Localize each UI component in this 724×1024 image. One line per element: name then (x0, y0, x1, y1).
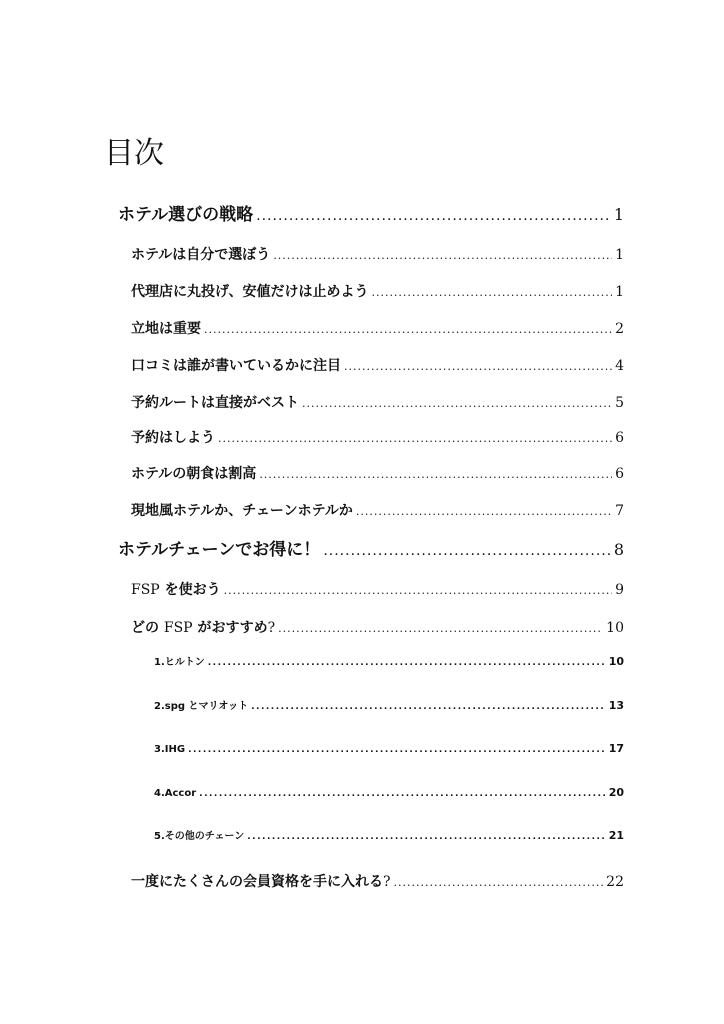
toc-entry[interactable] (131, 578, 624, 603)
toc-page-number: 22 (606, 874, 624, 890)
toc-entry-label: 5.その他のチェーン (154, 831, 245, 842)
toc-entry[interactable] (131, 354, 624, 379)
toc-entry-label: 3.IHG (154, 744, 186, 755)
toc-dot-leader (371, 281, 612, 305)
toc-entry[interactable] (154, 737, 624, 762)
toc-dot-leader (259, 463, 612, 487)
toc-page-number: 1 (615, 284, 624, 300)
toc-entry-label: ホテルの朝食は割高 (131, 466, 257, 482)
toc-dot-leader (224, 579, 612, 603)
toc-entry[interactable] (154, 824, 624, 849)
toc-dot-leader (188, 738, 606, 762)
toc-entry[interactable] (131, 426, 624, 451)
toc-page-number: 8 (613, 540, 624, 559)
toc-entry-label-fsp: FSP (163, 620, 193, 636)
toc-page-number: 21 (608, 829, 624, 842)
toc-entry[interactable] (131, 499, 624, 524)
toc-entry[interactable] (131, 243, 624, 268)
toc-dot-leader (344, 355, 612, 379)
toc-page-number: 2 (615, 321, 624, 337)
toc-dot-leader (199, 782, 606, 806)
toc-entry-label-rest: がおすすめ (192, 620, 268, 636)
toc-entry[interactable] (131, 870, 624, 895)
toc-page-number: 4 (615, 358, 624, 374)
toc-entry[interactable] (131, 317, 624, 342)
toc-entry[interactable] (118, 203, 624, 228)
toc-page-number: 1 (615, 247, 624, 263)
toc-entry-label-question: ? (267, 620, 276, 636)
toc-entry-label: ホテル選びの戦略 (118, 205, 254, 225)
toc-dot-leader (218, 427, 612, 451)
toc-entry[interactable] (131, 462, 624, 487)
toc-entry-label (131, 870, 391, 894)
toc-dot-leader (208, 651, 606, 675)
toc-entry[interactable] (131, 616, 624, 641)
toc-page-number: 6 (615, 466, 624, 482)
toc-page-number: 5 (615, 395, 624, 411)
toc-entry-label (131, 578, 221, 602)
toc-entry-label: 予約はしよう (131, 430, 215, 446)
toc-entry-label-fsp: FSP (131, 582, 160, 598)
toc-entry[interactable] (131, 391, 624, 416)
toc-entry-label (131, 616, 275, 640)
toc-page-number: 7 (615, 503, 624, 519)
toc-page-number: 6 (615, 430, 624, 446)
toc-entry-label: 1.ヒルトン (154, 657, 205, 668)
toc-page-number: 1 (613, 205, 624, 224)
toc-entry-label: 2.spg とマリオット (154, 701, 249, 712)
toc-page-number: 13 (608, 699, 624, 712)
toc-entry-label-question: ? (383, 874, 391, 890)
toc-page-number: 20 (608, 786, 624, 799)
toc-dot-leader (323, 539, 611, 563)
toc-entry[interactable] (154, 694, 624, 719)
toc-page-number: 9 (615, 582, 624, 598)
toc-entry-label: 立地は重要 (131, 321, 201, 337)
toc-dot-leader (302, 392, 612, 416)
toc-entry-label: ホテルは自分で選ぼう (131, 247, 271, 263)
toc-page-number: 17 (608, 742, 624, 755)
toc-entry-label: ホテルチェーンでお得に！ (118, 540, 321, 560)
toc-page-number: 10 (606, 620, 624, 636)
toc-dot-leader (278, 617, 603, 641)
toc-entry-label: 予約ルートは直接がベスト (131, 395, 299, 411)
toc-entry-label-start: どの (131, 620, 164, 636)
toc-dot-leader (356, 500, 612, 524)
toc-dot-leader (204, 318, 612, 342)
toc-entry-label-rest: を使おう (159, 582, 221, 598)
toc-entry-label: 4.Accor (154, 788, 197, 799)
toc-page-number: 10 (608, 655, 624, 668)
toc-dot-leader (247, 825, 605, 849)
toc-dot-leader (256, 204, 611, 228)
toc-entry-label: 現地風ホテルか、チェーンホテルか (131, 503, 353, 519)
toc-dot-leader (394, 871, 604, 895)
page-title: 目次 (104, 136, 164, 171)
toc-entry[interactable] (154, 781, 624, 806)
toc-entry-label-text: 一度にたくさんの会員資格を手に入れる (131, 874, 383, 890)
toc-entry[interactable] (118, 538, 624, 563)
toc-entry[interactable] (154, 650, 624, 675)
toc-dot-leader (251, 695, 606, 719)
toc-entry-label: 代理店に丸投げ、安値だけは止めよう (131, 284, 369, 300)
toc-entry-label: 口コミは誰が書いているかに注目 (131, 358, 341, 374)
toc-entry[interactable] (131, 280, 624, 305)
toc-dot-leader (273, 244, 612, 268)
